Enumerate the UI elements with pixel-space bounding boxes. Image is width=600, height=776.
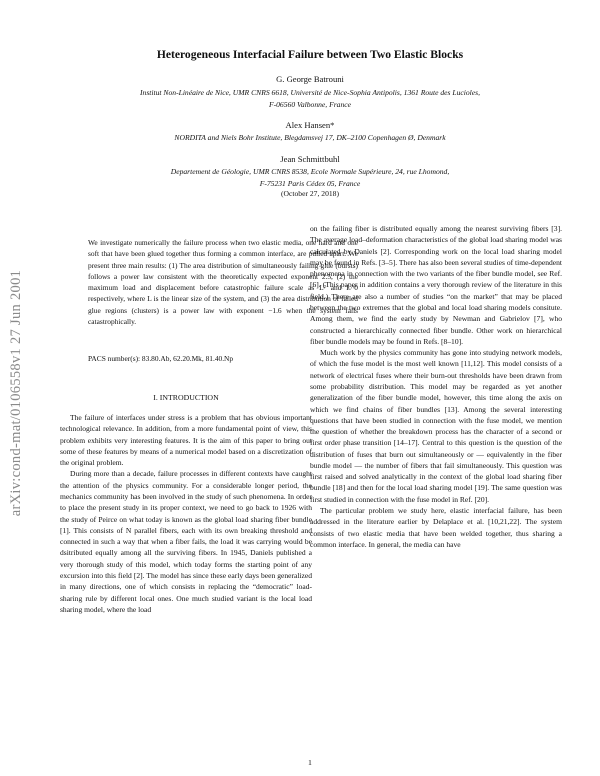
left-column: [60, 412, 312, 615]
author-affiliation: Institut Non-Linéaire de Nice, UMR CNRS 6618, Université de Nice-Sophia Antipolis, 1361 Route des Lucioles, F-06560 Valbonne, France: [140, 88, 480, 109]
paragraph: Much work by the physics community has gone into studying network models, of which the fuse model is the most well known [11,12]. This model consists of a network of electrical fuses where their burn-out thresholds have been drawn from some probability distribution. This model may be regarded as yet another generalization of the fiber bundle model, however, this time along the axis on which we find chains of fiber bundles [13]. Among the several interesting questions that have been studied in connection with the fuse model, we mention the question of whether the breakdown process has the character of a second or first order phase transition [14–17]. Central to this question is the question of the distribution of fuses that burn out simultaneously or — equivalently in the fiber bundle model — the number of fibers that fail simultaneously. This question was first raised and solved analytically in the context of the global load sharing fiber bundle [18] and then for the local load sharing model [19]. The same question was first studied in connection with the fuse model in Ref. [20].: [310, 348, 562, 504]
paragraph: The particular problem we study here, elastic interfacial failure, has been addressed in the literature earlier by Delaplace et al. [10,21,22]. The system consists of two elastic media that have been welded together, thus sharing a common interface. In general, the media can have: [310, 506, 562, 549]
pacs-numbers: PACS number(s): 83.80.Ab, 62.20.Mk, 81.40.Np: [88, 354, 234, 363]
author-affiliation: NORDITA and Niels Bohr Institute, Blegdamsvej 17, DK–2100 Copenhagen Ø, Denmark: [174, 133, 446, 142]
author-affiliation: Departement de Géologie, UMR CNRS 8538, Ecole Normale Supérieure, 24, rue Lhomond, F-75231 Paris Cédex 05, France: [170, 167, 450, 188]
author-name: Alex Hansen*: [285, 120, 335, 130]
section-heading: I. INTRODUCTION: [153, 393, 219, 402]
page-number: 1: [308, 758, 312, 767]
arxiv-identifier: arXiv:cond-mat/0106558v1 27 Jun 2001: [8, 269, 24, 517]
author-name: Jean Schmittbuhl: [280, 154, 340, 164]
paper-date: (October 27, 2018): [281, 189, 339, 198]
paragraph: on the failing fiber is distributed equally among the nearest surviving fibers [3]. The average load–deformation characteristics of the global load sharing model was calculated by Daniels [2]. Corresponding work on the local load sharing model may be found in Refs. [3–5]. There has also been several studies of time-dependent phenomena in connection with the two variants of the fiber bundle model, see Ref. [6]. (This paper in addition contains a very thorough review of the literature in this field.) There are also a number of studies “on the market” that may be placed between the two extremes that the global and local load sharing models consitute. Among them, we find the early study by Newman and Gabrielov [7], who constructed a hierarchically connected fiber bundle. Other work on hierarchical fiber bundle models may be found in Refs. [8–10].: [310, 224, 562, 346]
paragraph: The failure of interfaces under stress is a problem that has obvious important technological relevance. In addition, from a more fundamental point of view, this problem exhibits very interesting features. It is the aim of this paper to bring out some of these features by means of a numerical model based on a discretization of the original problem.: [60, 413, 312, 468]
paragraph: During more than a decade, failure processes in different contexts have caught the attention of the physics community. For a considerable longer period, the mechanics community has been involved in the study of such phenomena. In order to place the present study in its proper context, we need to go back to 1926 with the study of Peirce on what today is known as the global load sharing fiber bundle [1]. This consists of N parallel fibers, each with its own breaking threshold and connected in such a way that when a fiber fails, the load it was carrying would be dsitributed equally among all the surviving fibers. In 1945, Daniels published a very thorough study of this model, which today forms the starting point of any excursion into this field [2]. The model has since these early days been generalized in many directions, one of which consists in replacing the “democratic” load-sharing rule by different local ones. One much studied variant is the local load sharing model, where the load: [60, 469, 312, 614]
author-name: G. George Batrouni: [276, 74, 344, 84]
right-column: [310, 223, 562, 550]
paper-title: Heterogeneous Interfacial Failure between Two Elastic Blocks: [156, 48, 464, 61]
abstract: We investigate numerically the failure process when two elastic media, one hard and one soft that have been glued together thus forming a common interface, are pulled apart. We present three main results: (1) The area distribution of simultaneously failing glue (bursts) follows a power law consistent with the theoretically expected exponent 2.5, (2) the maximum load and displacement before catastrophic failure scale as L² and L^0 respectively, where L is the linear size of the system, and (3) the area distribution of failed glue regions (clusters) is a power law with exponent −1.6 when the system fails catastrophically.: [88, 238, 358, 327]
